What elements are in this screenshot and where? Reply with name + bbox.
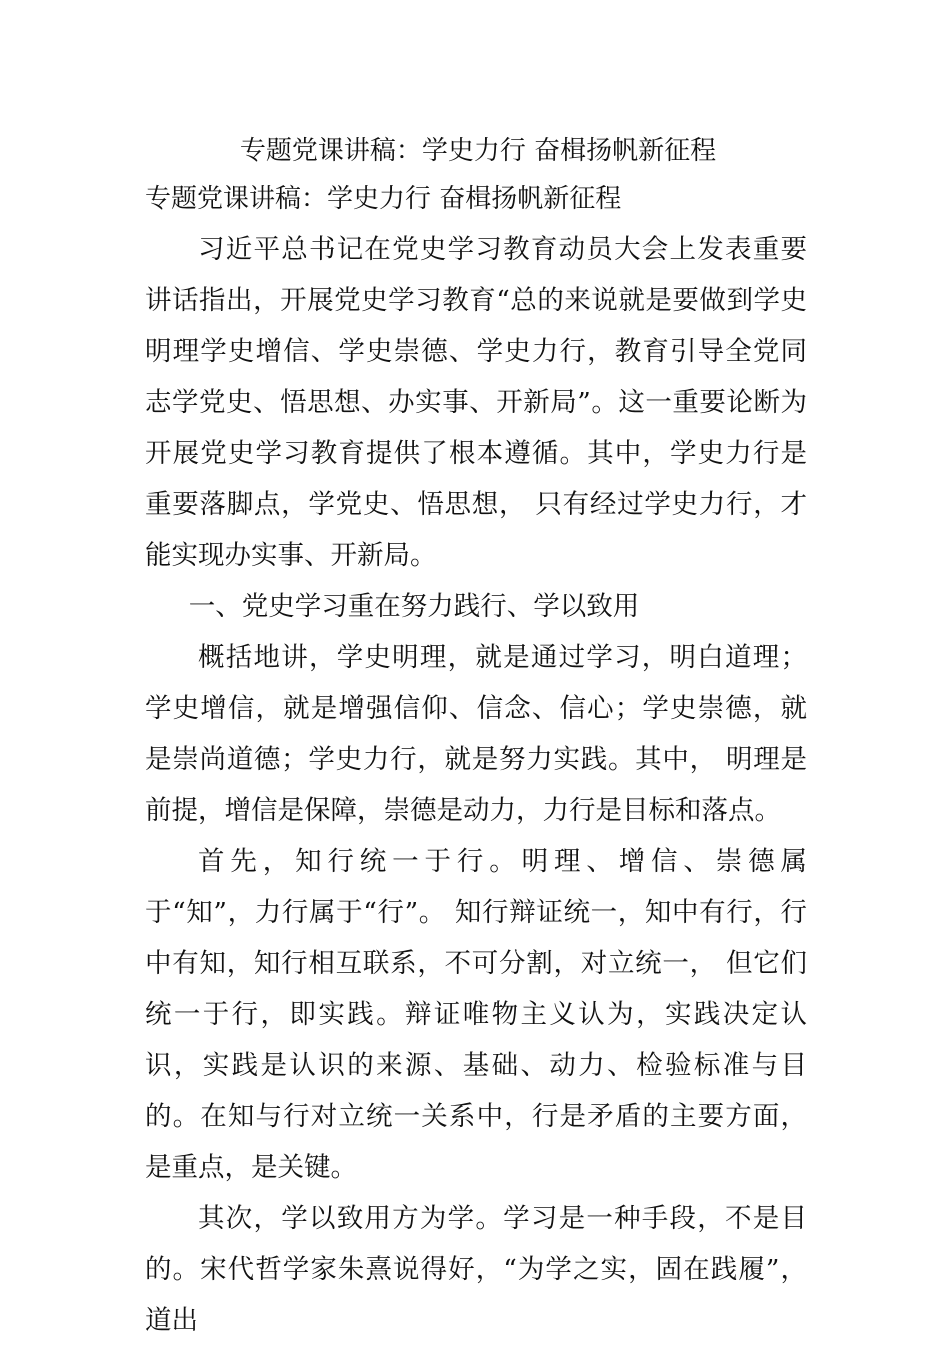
paragraph-first-point: 首先，知行统一于行。明理、增信、崇德属于“知”，力行属于“行”。 知行辩证统一，知中有行，行中有知，知行相互联系，不可分割，对立统一， 但它们统一于行，即实践。辩证唯物主义认为，实践决定认识，实践是认识的来源、基础、动力、检验标准与目的。在知与行对立统一关系中，行是矛盾的主要方面，是重点，是关键。	[145, 846, 807, 1183]
paragraph-intro: 习近平总书记在党史学习教育动员大会上发表重要讲话指出，开展党史学习教育“总的来说就是要做到学史明理学史增信、学史崇德、学史力行，教育引导全党同志学党史、悟思想、办实事、开新局”。这一重要论断为开展党史学习教育提供了根本遵循。其中，学史力行是重要落脚点，学党史、悟思想， 只有经过学史力行，才能实现办实事、开新局。	[145, 234, 807, 571]
paragraph-second-point: 其次，学以致用方为学。学习是一种手段，不是目的。宋代哲学家朱熹说得好，“为学之实，固在践履”，道出	[145, 1203, 807, 1336]
paragraph-summary: 概括地讲，学史明理，就是通过学习，明白道理；学史增信，就是增强信仰、信念、信心；学史崇德，就是崇尚道德；学史力行，就是努力实践。其中， 明理是前提，增信是保障，崇德是动力，力行是目标和落点。	[145, 642, 807, 826]
document-title: 专题党课讲稿：学史力行 奋楫扬帆新征程	[239, 136, 717, 166]
section-heading-1: 一、党史学习重在努力践行、学以致用	[188, 591, 640, 622]
document-subtitle: 专题党课讲稿：学史力行 奋楫扬帆新征程	[145, 184, 622, 214]
document-body	[145, 134, 807, 1346]
